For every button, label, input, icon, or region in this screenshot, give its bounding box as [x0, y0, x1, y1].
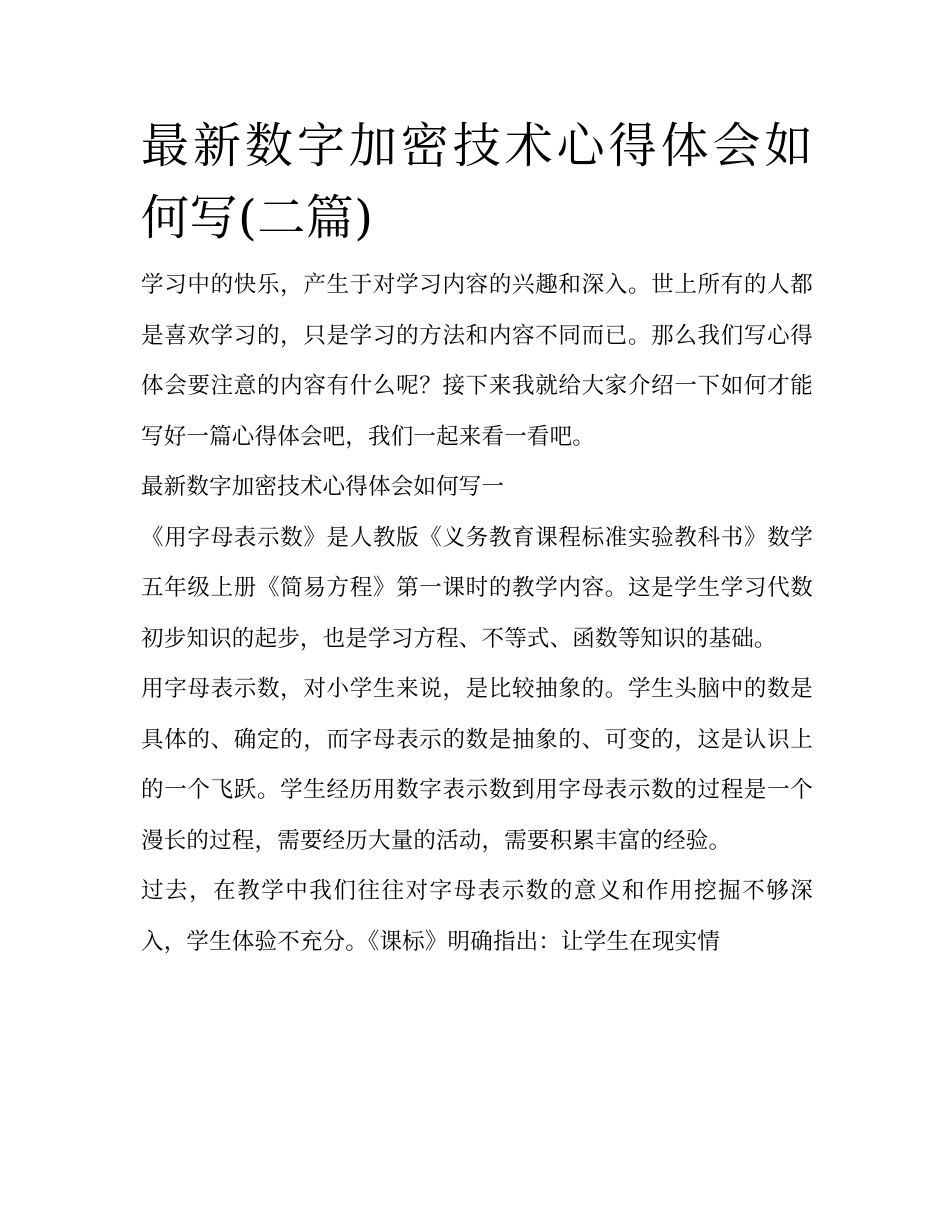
body-paragraph: 《用字母表示数》是人教版《义务教育课程标准实验教科书》数学五年级上册《简易方程》第一课时的教学内容。这是学生学习代数初步知识的起步，也是学习方程、不等式、函数等知识的基础。	[141, 524, 813, 652]
document-title: 最新数字加密技术心得体会如何写(二篇)	[141, 118, 813, 246]
document-body	[141, 110, 813, 967]
intro-paragraph: 学习中的快乐，产生于对学习内容的兴趣和深入。世上所有的人都是喜欢学习的，只是学习的方法和内容不同而已。那么我们写心得体会要注意的内容有什么呢？接下来我就给大家介绍一下如何才能写好一篇心得体会吧，我们一起来看一看吧。	[141, 272, 813, 450]
body-paragraph: 过去，在教学中我们往往对字母表示数的意义和作用挖掘不够深入，学生体验不充分。《课标》明确指出：让学生在现实情	[141, 878, 813, 955]
section-heading: 最新数字加密技术心得体会如何写一	[141, 474, 505, 500]
body-paragraph: 用字母表示数，对小学生来说，是比较抽象的。学生头脑中的数是具体的、确定的，而字母表示的数是抽象的、可变的，这是认识上的一个飞跃。学生经历用数字表示数到用字母表示数的过程是一个漫长的过程，需要经历大量的活动，需要积累丰富的经验。	[141, 676, 813, 854]
